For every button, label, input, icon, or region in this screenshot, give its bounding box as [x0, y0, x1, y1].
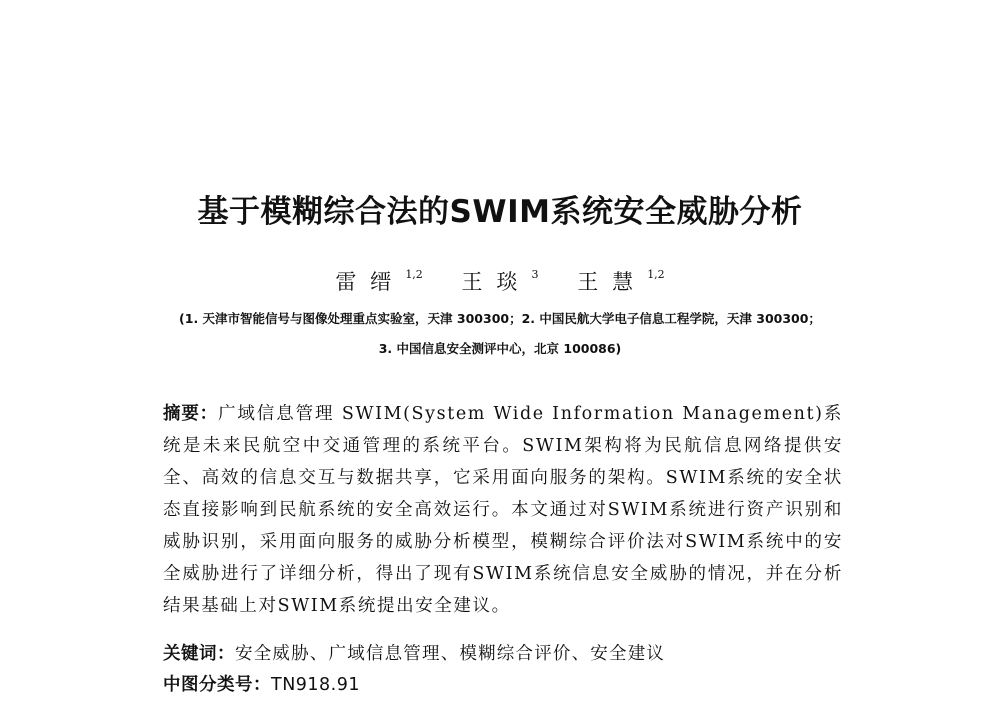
author — [577, 266, 665, 296]
affiliation-line-2: 3. 中国信息安全测评中心，北京 100086) — [378, 341, 622, 356]
classification-label: 中图分类号： — [163, 675, 271, 695]
author — [462, 266, 539, 296]
author-affiliation-marker: 3 — [531, 268, 539, 281]
keywords — [163, 640, 665, 665]
affiliation-line-1: (1. 天津市智能信号与图像处理重点实验室，天津 300300；2. 中国民航大学电子信息工程学院，天津 300300； — [179, 311, 821, 326]
author-list — [0, 266, 1000, 296]
classification-value: TN918.91 — [271, 675, 361, 695]
author-name: 王琰 — [461, 270, 532, 294]
keywords-label: 关键词： — [163, 644, 235, 664]
classification-number — [163, 671, 360, 696]
paper-title: 基于模糊综合法的SWIM系统安全威胁分析 — [197, 194, 803, 230]
abstract — [163, 398, 843, 622]
author — [335, 266, 423, 296]
author-name: 王慧 — [577, 270, 648, 294]
keywords-text: 安全威胁、广域信息管理、模糊综合评价、安全建议 — [235, 644, 666, 664]
author-affiliation-marker: 1,2 — [405, 268, 423, 281]
author-affiliation-marker: 1,2 — [647, 268, 665, 281]
abstract-label: 摘要： — [163, 404, 218, 424]
abstract-text: 广域信息管理 SWIM(System Wide Information Management)系统是未来民航空中交通管理的系统平台。SWIM架构将为民航信息网络提供安全、高效的信息交互与数据共享，它采用面向服务的架构。SWIM系统的安全状态直接影响到民航系统的安全高效运行。本文通过对SWIM系统进行资产识别和威胁识别，采用面向服务的威胁分析模型，模糊综合评价法对SWIM系统中的安全威胁进行了详细分析，得出了现有SWIM系统信息安全威胁的情况，并在分析结果基础上对SWIM系统提出安全建议。 — [163, 404, 843, 616]
author-name: 雷缙 — [335, 270, 406, 294]
